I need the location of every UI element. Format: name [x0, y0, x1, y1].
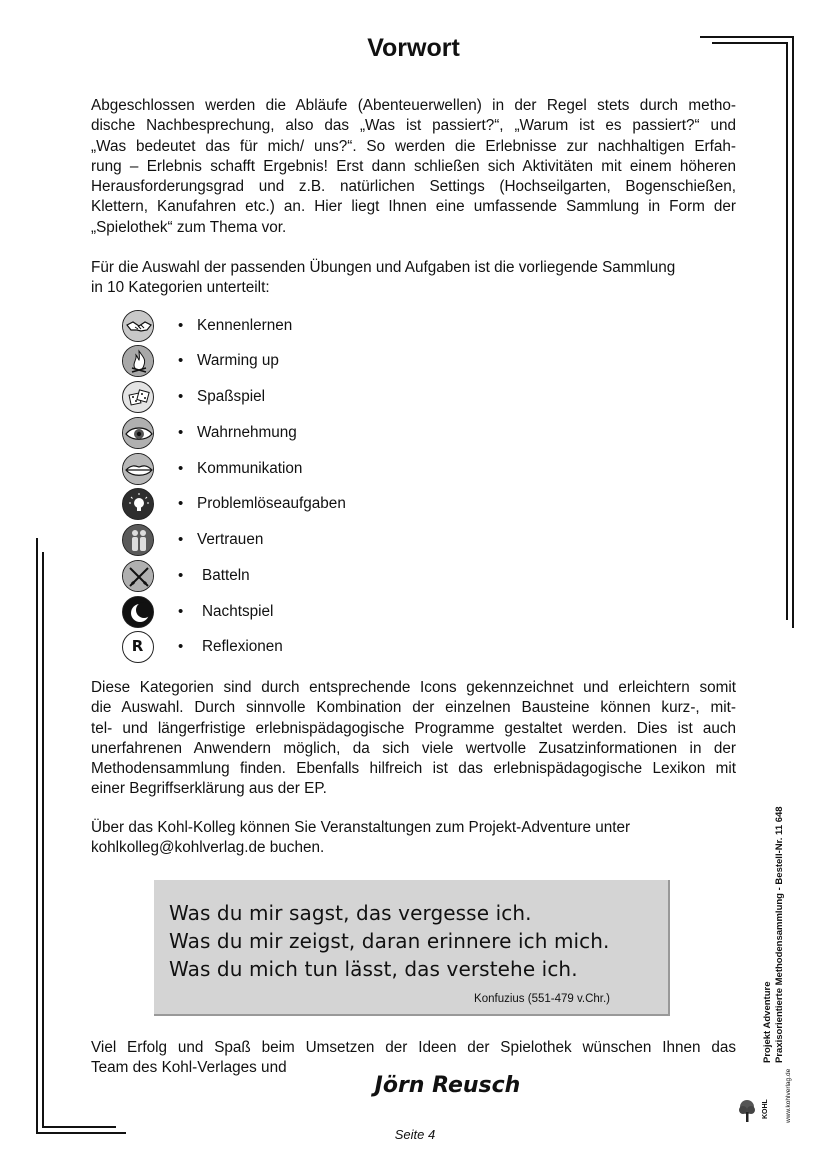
bullet: • [178, 531, 184, 548]
category-item [120, 560, 420, 594]
handshake-icon [122, 310, 154, 342]
page-title: Vorwort [367, 34, 460, 62]
quote-line: Was du mir zeigst, daran erinnere ich mich. [169, 929, 610, 953]
publisher-url: www.kohlverlag.de [785, 1068, 792, 1123]
text-line: unerfahrenen Anwendern möglich, da sich viele wertvolle Zusatzinformationen in der [91, 739, 736, 757]
category-label: Spaßspiel [197, 388, 266, 405]
category-item [120, 417, 420, 451]
text-line: Für die Auswahl der passenden Übungen und Aufgaben ist die vorliegende Sammlung [91, 259, 676, 276]
bullet: • [178, 638, 184, 655]
bullet: • [178, 603, 184, 620]
category-label: Wahrnehmung [197, 424, 297, 441]
category-item [120, 596, 420, 630]
letter-r-glyph: R [131, 637, 144, 655]
category-label: Batteln [202, 567, 250, 584]
category-item [120, 524, 420, 558]
text-line: kohlkolleg@kohlverlag.de buchen. [91, 839, 325, 857]
text-line: „Spielothek“ zum Thema vor. [91, 218, 287, 236]
bullet: • [178, 317, 184, 334]
text-line: einer Begriffserklärung aus der EP. [91, 780, 327, 798]
lips-icon [122, 453, 154, 485]
text-line: Klettern, Kanufahren etc.) an. Hier liegt Ihnen eine umfassende Sammlung in Form der [91, 198, 736, 216]
bullet: • [178, 424, 184, 441]
signature: Jörn Reusch [374, 1073, 521, 1098]
category-item [120, 631, 420, 665]
quote-source: Konfuzius (551-479 v.Chr.) [474, 993, 610, 1005]
eye-icon [122, 417, 154, 449]
page-number: Seite 4 [394, 1127, 436, 1142]
publisher-name: KOHL [762, 1099, 769, 1119]
frame-right-line-outer [792, 36, 794, 628]
text-line: tel- und längerfristige erlebnispädagogische Programme gestaltet werden. Dies ist auch [91, 719, 736, 737]
category-item [120, 381, 420, 415]
letter-r-icon [122, 631, 154, 663]
category-label: Kennenlernen [197, 317, 293, 334]
sidebar-publisher-info [752, 765, 792, 1123]
text-line: Abgeschlossen werden die Abläufe (Abenteuerwellen) in der Regel stets durch metho- [91, 97, 736, 114]
text-line: Methodensammlung finden. Ebenfalls hilfreich ist das erlebnispädagogische Lexikon mit [91, 760, 736, 778]
text-line: dische Nachbesprechung, also das „Was ist passiert?“, „Warum ist es passiert?“ und [91, 117, 736, 135]
dice-icon [122, 381, 154, 413]
text-line: in 10 Kategorien unterteilt: [91, 279, 270, 297]
bullet: • [178, 352, 184, 369]
kolleg-paragraph [91, 818, 736, 859]
bullet: • [178, 495, 184, 512]
category-label: Vertrauen [197, 531, 264, 548]
intro-paragraph [91, 96, 736, 238]
text-line: Viel Erfolg und Spaß beim Umsetzen der Ideen der Spielothek wünschen Ihnen das [91, 1039, 736, 1056]
selection-paragraph [91, 258, 736, 299]
quote-line: Was du mich tun lässt, das verstehe ich. [169, 957, 578, 981]
sidebar-line-order: Praxisorientierte Methodensammlung - Bestell-Nr. 11 648 [774, 806, 785, 1063]
crossed-swords-icon [122, 560, 154, 592]
frame-left-line-inner [42, 552, 44, 1128]
category-item [120, 488, 420, 522]
text-line: „Was bedeutet das für mich/ uns?“. So werden die Erlebnisse zur nachhaltigen Erfah- [91, 137, 736, 155]
category-item [120, 310, 420, 344]
text-line: Team des Kohl-Verlages und [91, 1059, 287, 1077]
frame-left-line-outer [36, 538, 38, 1134]
text-line: Über das Kohl-Kolleg können Sie Veranstaltungen zum Projekt-Adventure unter [91, 819, 631, 836]
quote-line: Was du mir sagst, das vergesse ich. [169, 901, 532, 925]
category-item [120, 453, 420, 487]
lightbulb-icon [122, 488, 154, 520]
people-icon [122, 524, 154, 556]
sidebar-line-title: Projekt Adventure [762, 981, 773, 1063]
moon-icon [122, 596, 154, 628]
text-line: die Auswahl. Durch sinnvolle Kombination der einzelnen Bausteine können kurz-, mit- [91, 699, 736, 717]
category-label: Kommunikation [197, 460, 303, 477]
publisher-logo-icon [737, 1098, 757, 1124]
bullet: • [178, 460, 184, 477]
category-label: Problemlöseaufgaben [197, 495, 346, 512]
frame-right-line-inner [786, 42, 788, 620]
category-label: Nachtspiel [202, 603, 274, 620]
category-label: Reflexionen [202, 638, 283, 655]
categories-paragraph [91, 678, 736, 800]
text-line: Diese Kategorien sind durch entsprechende Icons gekennzeichnet und erleichtern somit [91, 679, 736, 696]
text-line: rung – Erlebnis schafft Ergebnis! Erst dann schließen sich Aktivitäten mit einem höheren [91, 157, 736, 175]
bullet: • [178, 567, 184, 584]
category-label: Warming up [197, 352, 279, 369]
quote-box [154, 880, 670, 1016]
bullet: • [178, 388, 184, 405]
category-item [120, 345, 420, 379]
fire-icon [122, 345, 154, 377]
text-line: Herausforderungsgrad und z.B. natürlichen Settings (Hochseilgarten, Bogenschießen, [91, 178, 736, 196]
